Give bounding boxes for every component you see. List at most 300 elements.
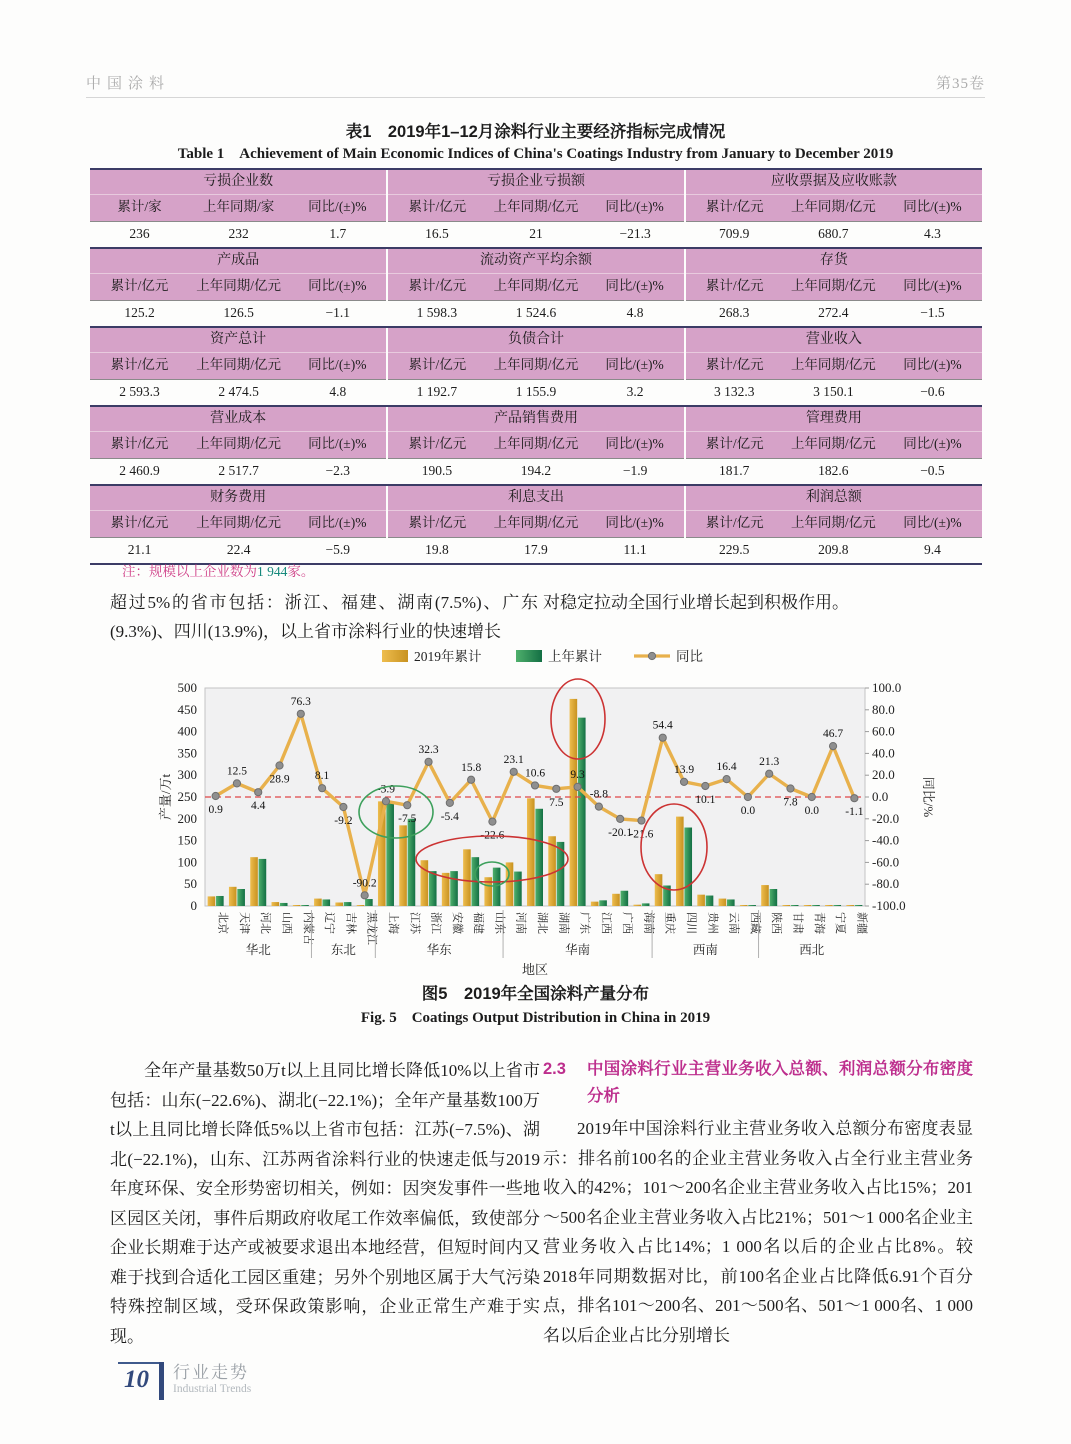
- bar-prev-year: [493, 868, 501, 906]
- yoy-marker: [531, 782, 538, 789]
- yoy-data-label: -90.2: [352, 877, 377, 890]
- section-heading: [543, 1056, 973, 1110]
- x-category-label: 四川: [685, 912, 698, 934]
- bar-prev-year: [642, 903, 650, 906]
- yoy-marker: [680, 778, 687, 785]
- table-unit-header: 累计/亿元: [90, 431, 189, 458]
- table-unit-header: 同比/(±)%: [883, 273, 982, 300]
- table-unit-header: 累计/亿元: [685, 273, 784, 300]
- bottom-paragraph-right: 2019年中国涂料行业主营业务收入总额分布密度表显示：排名前100名的企业主营业务收入占全行业主营业务收入的42%；101～200名企业主营业务收入占比15%；201～500名企业主营业务收入占比21%；501～1 000名企业主营业务收入占比14%；1 000名以后的企业占比8%。较2018年同期数据对比，前100名企业占比降低6.91个百分点，排名101～200名、201～500名、501～1 000名、1 000名以后企业占比分别增长: [543, 1119, 973, 1345]
- table-unit-header: 累计/亿元: [387, 194, 486, 221]
- yoy-data-label: 21.3: [759, 755, 780, 768]
- region-label: 西北: [799, 943, 825, 957]
- bar-prev-year: [301, 905, 309, 906]
- table-unit-header: 累计/亿元: [685, 510, 784, 537]
- table-cell-value: −5.9: [288, 537, 387, 564]
- x-category-label: 湖南: [557, 912, 570, 934]
- yoy-marker: [318, 785, 325, 792]
- table-cell-value: 21: [486, 221, 585, 248]
- yoy-marker: [851, 795, 858, 802]
- table-cell-value: 272.4: [784, 300, 883, 327]
- yoy-data-label: 9.3: [570, 768, 585, 781]
- yoy-data-label: -9.2: [334, 815, 353, 828]
- left-axis-title: 产量/万t: [158, 773, 173, 821]
- table-cell-value: −2.3: [288, 458, 387, 485]
- table-unit-header: 上年同期/亿元: [486, 352, 585, 379]
- table-unit-header: 同比/(±)%: [288, 510, 387, 537]
- table-cell-value: 4.3: [883, 221, 982, 248]
- left-axis-tick: 150: [177, 832, 197, 848]
- figure-caption-cn: 图5 2019年全国涂料产量分布: [421, 985, 650, 1003]
- table-unit-header: 上年同期/亿元: [486, 273, 585, 300]
- x-category-label: 江苏: [408, 912, 421, 934]
- table-unit-header: 累计/亿元: [685, 431, 784, 458]
- right-axis-tick: -100.0: [872, 898, 906, 913]
- bar-prev-year: [833, 905, 841, 906]
- yoy-marker: [382, 798, 389, 805]
- yoy-data-label: 28.9: [269, 773, 290, 786]
- bar-prev-year: [748, 905, 756, 906]
- yoy-marker: [829, 742, 836, 749]
- chart-legend: [382, 648, 704, 664]
- table-group-name: 资产总计: [90, 327, 387, 352]
- yoy-marker: [510, 768, 517, 775]
- bottom-column-right: [543, 1056, 973, 1350]
- bar-2019: [633, 905, 641, 906]
- bar-prev-year: [706, 896, 714, 906]
- yoy-data-label: 46.7: [823, 728, 844, 741]
- table-cell-value: 21.1: [90, 537, 189, 564]
- x-category-label: 内蒙古: [301, 912, 314, 945]
- left-axis-tick: 50: [184, 876, 197, 892]
- page-footer: [118, 1362, 438, 1412]
- table-title-cn: 表1 2019年1–12月涂料行业主要经济指标完成情况: [345, 123, 726, 141]
- table-unit-header: 同比/(±)%: [883, 352, 982, 379]
- yoy-data-label: -8.8: [589, 788, 608, 801]
- table-group-name: 财务费用: [90, 485, 387, 510]
- yoy-marker: [808, 793, 815, 800]
- figure5-chart: [86, 642, 985, 976]
- table-cell-value: 2 593.3: [90, 379, 189, 406]
- footer-label-cn: 行业走势: [173, 1363, 249, 1382]
- right-axis-tick: -20.0: [872, 810, 900, 826]
- x-category-label: 陕西: [770, 912, 783, 934]
- x-category-label: 山东: [493, 912, 506, 934]
- bar-prev-year: [770, 889, 778, 906]
- bar-2019: [208, 896, 216, 906]
- yoy-data-label: 23.1: [503, 753, 524, 766]
- table-cell-value: 17.9: [486, 537, 585, 564]
- economic-indicators-table: [90, 168, 982, 565]
- bar-2019: [846, 905, 854, 906]
- bar-prev-year: [216, 896, 224, 906]
- x-category-label: 上海: [386, 912, 399, 934]
- table-unit-header: 同比/(±)%: [288, 431, 387, 458]
- right-axis-tick: -40.0: [872, 832, 900, 848]
- x-category-label: 湖北: [536, 912, 548, 934]
- bar-prev-year: [855, 905, 863, 906]
- table-note-suffix: 家。: [287, 564, 315, 579]
- bar-2019: [463, 849, 471, 906]
- table-group-name: 营业收入: [685, 327, 982, 352]
- legend-prev-year: 上年累计: [548, 649, 602, 664]
- yoy-data-label: -20.1: [608, 826, 633, 839]
- table-unit-header: 同比/(±)%: [586, 194, 685, 221]
- table-cell-value: 22.4: [189, 537, 288, 564]
- x-category-label: 浙江: [429, 912, 442, 934]
- table-cell-value: 4.8: [288, 379, 387, 406]
- bar-2019: [293, 905, 301, 906]
- bottom-paragraph-left: 全年产量基数50万t以上且同比增长降低10%以上省市包括：山东(−22.6%)、湖北(−22.1%)；全年产量基数100万t以上且同比增长降低5%以上省市包括：江苏(−7.5%)、湖北(−22.1%)，山东、江苏两省涂料行业的快速走低与2019年度环保、安全形势密切相关，例如：因突发事件一些地区园区关闭，事件后期政府收尾工作效率偏低，致使部分企业长期难于达产或被要求退出本地经营，但短时间内又难于找到合适化工园区重建；另外个别地区属于大气污染特殊控制区域，受环保政策影响，企业正常生产难于实现。: [110, 1061, 540, 1346]
- yoy-data-label: 8.1: [314, 770, 330, 783]
- bar-2019: [719, 899, 727, 906]
- table-unit-header: 上年同期/亿元: [189, 352, 288, 379]
- bar-2019: [782, 905, 790, 906]
- yoy-marker: [595, 803, 602, 810]
- bar-prev-year: [259, 859, 267, 906]
- yoy-data-label: 4.4: [251, 800, 266, 813]
- table-cell-value: 194.2: [486, 458, 585, 485]
- yoy-marker: [787, 785, 794, 792]
- x-category-label: 河北: [259, 912, 272, 934]
- table-unit-header: 上年同期/亿元: [189, 273, 288, 300]
- yoy-data-label: 76.3: [290, 695, 311, 708]
- table-unit-header: 同比/(±)%: [883, 510, 982, 537]
- table-unit-header: 累计/亿元: [685, 352, 784, 379]
- table-group-name: 产品销售费用: [387, 406, 684, 431]
- right-axis-tick: 100.0: [872, 680, 902, 695]
- bar-prev-year: [408, 819, 416, 906]
- table-cell-value: 16.5: [387, 221, 486, 248]
- x-category-label: 海南: [642, 912, 655, 934]
- x-category-label: 青海: [812, 912, 825, 934]
- yoy-data-label: -5.4: [440, 810, 459, 823]
- region-label: 华北: [245, 943, 271, 957]
- table-group-name: 利润总额: [685, 485, 982, 510]
- x-category-label: 福建: [472, 912, 485, 934]
- table-unit-header-row: [90, 510, 982, 537]
- table-cell-value: 268.3: [685, 300, 784, 327]
- yoy-marker: [404, 802, 411, 809]
- table-cell-value: 190.5: [387, 458, 486, 485]
- yoy-data-label: 13.9: [673, 763, 695, 776]
- table-unit-header-row: [90, 273, 982, 300]
- table-unit-header: 上年同期/家: [189, 194, 288, 221]
- table-unit-header: 上年同期/亿元: [486, 510, 585, 537]
- yoy-marker: [468, 776, 475, 783]
- table-unit-header: 同比/(±)%: [288, 352, 387, 379]
- section-number: 2.3: [543, 1060, 566, 1078]
- bar-prev-year: [386, 803, 394, 906]
- bar-2019: [272, 902, 280, 906]
- table-group-name: 产成品: [90, 248, 387, 273]
- yoy-marker: [659, 734, 666, 741]
- region-label: 西南: [692, 943, 718, 957]
- left-axis-tick: 500: [177, 680, 197, 695]
- bar-2019: [335, 903, 343, 906]
- table-group-header-row: [90, 327, 982, 352]
- bar-2019: [676, 817, 684, 906]
- table-unit-header-row: [90, 431, 982, 458]
- x-category-label: 宁夏: [834, 912, 847, 934]
- x-category-label: 黑龙江: [365, 912, 378, 945]
- table-unit-header: 上年同期/亿元: [784, 273, 883, 300]
- bar-2019: [761, 885, 769, 906]
- table-unit-header: 累计/亿元: [90, 510, 189, 537]
- left-axis-tick: 0: [190, 898, 197, 913]
- bar-prev-year: [727, 899, 735, 906]
- bar-2019: [570, 699, 578, 906]
- bar-2019: [527, 798, 535, 906]
- bar-prev-year: [578, 718, 586, 906]
- table-group-name: 营业成本: [90, 406, 387, 431]
- yoy-marker: [255, 789, 262, 796]
- bar-2019: [250, 857, 258, 906]
- yoy-data-label: 10.6: [524, 767, 546, 780]
- yoy-marker: [446, 799, 453, 806]
- table-cell-value: 2 460.9: [90, 458, 189, 485]
- bar-prev-year: [812, 905, 820, 906]
- table-group-header-row: [90, 485, 982, 510]
- bar-prev-year: [621, 891, 629, 906]
- yoy-data-label: 15.8: [461, 761, 482, 774]
- bar-prev-year: [365, 899, 373, 906]
- bar-2019: [357, 905, 365, 906]
- coatings-output-chart: [86, 642, 985, 976]
- table-cell-value: −0.6: [883, 379, 982, 406]
- table-group-name: 管理费用: [685, 406, 982, 431]
- table-unit-header: 上年同期/亿元: [784, 510, 883, 537]
- table-unit-header: 同比/(±)%: [883, 194, 982, 221]
- right-axis-tick: 0.0: [872, 789, 889, 804]
- table-cell-value: −1.5: [883, 300, 982, 327]
- table-cell-value: 3 132.3: [685, 379, 784, 406]
- mid-paragraph-left: 超过5%的省市包括：浙江、福建、湖南(7.5%)、广东(9.3%)、四川(13.9%)，以上省市涂料行业的快速增长: [110, 593, 538, 641]
- table-unit-header: 累计/亿元: [387, 510, 486, 537]
- table-note-number: 1 944: [257, 564, 288, 579]
- figure-caption-en: Fig. 5 Coatings Output Distribution in China in 2019: [360, 1010, 711, 1026]
- x-category-label: 西藏: [748, 912, 761, 934]
- region-label: 华东: [426, 943, 452, 957]
- table-unit-header-row: [90, 352, 982, 379]
- table-cell-value: 126.5: [189, 300, 288, 327]
- left-axis-tick: 300: [177, 767, 197, 783]
- table-unit-header: 累计/家: [90, 194, 189, 221]
- yoy-marker: [744, 793, 751, 800]
- table-cell-value: 2 474.5: [189, 379, 288, 406]
- table-unit-header: 累计/亿元: [90, 352, 189, 379]
- table-value-row: [90, 300, 982, 327]
- yoy-data-label: 32.3: [418, 743, 439, 756]
- table-unit-header: 累计/亿元: [387, 431, 486, 458]
- table-note: [122, 560, 314, 580]
- table-unit-header: 上年同期/亿元: [189, 431, 288, 458]
- yoy-data-label: -21.6: [629, 828, 654, 841]
- table-cell-value: 2 517.7: [189, 458, 288, 485]
- table-unit-header: 上年同期/亿元: [784, 431, 883, 458]
- x-category-label: 辽宁: [323, 912, 336, 934]
- table-unit-header: 累计/亿元: [387, 273, 486, 300]
- bar-prev-year: [322, 899, 330, 906]
- table-cell-value: 1 155.9: [486, 379, 585, 406]
- yoy-marker: [233, 780, 240, 787]
- table-group-header-row: [90, 248, 982, 273]
- yoy-marker: [766, 770, 773, 777]
- yoy-marker: [723, 776, 730, 783]
- journal-name: 中国涂料: [86, 76, 171, 92]
- table-cell-value: −0.5: [883, 458, 982, 485]
- table-cell-value: 209.8: [784, 537, 883, 564]
- yoy-marker: [638, 817, 645, 824]
- table-unit-header: 同比/(±)%: [586, 273, 685, 300]
- yoy-data-label: 54.4: [652, 719, 673, 732]
- x-category-label: 天津: [237, 912, 250, 934]
- x-category-label: 云南: [727, 912, 740, 934]
- right-axis-tick: 60.0: [872, 723, 895, 739]
- yoy-marker: [297, 710, 304, 717]
- table-note-prefix: 注：规模以上企业数为: [122, 564, 257, 579]
- footer-divider: [159, 1362, 164, 1400]
- table-group-header-row: [90, 169, 982, 194]
- table-unit-header: 同比/(±)%: [586, 431, 685, 458]
- x-category-label: 安徽: [450, 912, 463, 934]
- header-rule: [86, 97, 985, 98]
- yoy-data-label: 12.5: [226, 765, 247, 778]
- table-group-header-row: [90, 406, 982, 431]
- table-unit-header: 同比/(±)%: [586, 510, 685, 537]
- left-axis-tick: 450: [177, 701, 197, 717]
- table-cell-value: −21.3: [586, 221, 685, 248]
- x-category-label: 河南: [514, 912, 527, 934]
- right-axis-tick: -80.0: [872, 876, 900, 892]
- table-unit-header-row: [90, 194, 982, 221]
- bar-2019: [804, 905, 812, 906]
- table-cell-value: −1.1: [288, 300, 387, 327]
- table-cell-value: 1 524.6: [486, 300, 585, 327]
- bar-2019: [314, 899, 322, 906]
- footer-label-en: Industrial Trends: [173, 1383, 252, 1395]
- right-axis-title: 同比/%: [921, 776, 936, 818]
- table-unit-header: 上年同期/亿元: [486, 431, 585, 458]
- bar-2019: [655, 874, 663, 906]
- x-category-label: 广西: [621, 912, 634, 934]
- yoy-marker: [702, 782, 709, 789]
- left-axis-tick: 200: [177, 810, 197, 826]
- bar-prev-year: [599, 900, 607, 906]
- table-unit-header: 同比/(±)%: [288, 273, 387, 300]
- table-cell-value: 1.7: [288, 221, 387, 248]
- table-cell-value: 680.7: [784, 221, 883, 248]
- x-category-label: 贵州: [706, 912, 719, 934]
- right-axis-tick: -60.0: [872, 854, 900, 870]
- x-axis-title: 地区: [521, 962, 549, 976]
- table-cell-value: 125.2: [90, 300, 189, 327]
- yoy-marker: [276, 762, 283, 769]
- table-unit-header: 上年同期/亿元: [189, 510, 288, 537]
- page-number: 10: [124, 1366, 149, 1393]
- bar-prev-year: [344, 902, 352, 906]
- table-cell-value: 19.8: [387, 537, 486, 564]
- yoy-marker: [617, 815, 624, 822]
- yoy-data-label: -7.5: [398, 813, 417, 826]
- left-axis-tick: 400: [177, 723, 197, 739]
- table-cell-value: 181.7: [685, 458, 784, 485]
- yoy-data-label: 16.4: [716, 761, 737, 774]
- bar-2019: [229, 887, 237, 906]
- table-cell-value: 3.2: [586, 379, 685, 406]
- x-category-label: 广东: [578, 912, 591, 934]
- yoy-data-label: 7.8: [783, 796, 798, 809]
- yoy-marker: [340, 803, 347, 810]
- bar-prev-year: [450, 871, 458, 906]
- table-unit-header: 累计/亿元: [387, 352, 486, 379]
- yoy-marker: [489, 818, 496, 825]
- x-category-label: 江西: [599, 912, 612, 934]
- yoy-marker: [553, 785, 560, 792]
- x-category-label: 吉林: [344, 912, 357, 934]
- table-cell-value: 3 150.1: [784, 379, 883, 406]
- x-category-label: 北京: [216, 912, 229, 934]
- yoy-marker: [425, 758, 432, 765]
- yoy-marker: [212, 792, 219, 799]
- table-group-name: 亏损企业亏损额: [387, 169, 684, 194]
- table-unit-header: 同比/(±)%: [288, 194, 387, 221]
- bar-prev-year: [429, 871, 437, 906]
- yoy-data-label: 0.9: [208, 804, 223, 817]
- table-title-en: Table 1 Achievement of Main Economic Indices of China's Coatings Industry from January to December 2019: [177, 146, 894, 162]
- bar-prev-year: [791, 905, 799, 906]
- left-axis-tick: 100: [177, 854, 197, 870]
- yoy-marker: [361, 892, 368, 899]
- yoy-data-label: -22.6: [480, 829, 505, 842]
- table-unit-header: 上年同期/亿元: [784, 194, 883, 221]
- bar-prev-year: [514, 872, 522, 906]
- table-cell-value: 232: [189, 221, 288, 248]
- table-group-name: 利息支出: [387, 485, 684, 510]
- table-cell-value: 1 598.3: [387, 300, 486, 327]
- table-unit-header: 上年同期/亿元: [784, 352, 883, 379]
- mid-paragraph-right: 对稳定拉动全国行业增长起到积极作用。: [543, 593, 849, 612]
- table-unit-header: 同比/(±)%: [883, 431, 982, 458]
- table-cell-value: 182.6: [784, 458, 883, 485]
- table-cell-value: 229.5: [685, 537, 784, 564]
- bar-2019: [612, 894, 620, 906]
- table-cell-value: 236: [90, 221, 189, 248]
- table-cell-value: 9.4: [883, 537, 982, 564]
- table-unit-header: 同比/(±)%: [586, 352, 685, 379]
- yoy-data-label: 0.0: [740, 805, 756, 817]
- table-group-name: 亏损企业数: [90, 169, 387, 194]
- right-axis-tick: 20.0: [872, 767, 895, 783]
- table-group-name: 负债合计: [387, 327, 684, 352]
- bar-prev-year: [237, 889, 245, 906]
- right-axis-tick: 40.0: [872, 745, 895, 761]
- table-value-row: [90, 379, 982, 406]
- table-cell-value: 4.8: [586, 300, 685, 327]
- left-axis-tick: 250: [177, 789, 197, 804]
- table-unit-header: 累计/亿元: [685, 194, 784, 221]
- table-unit-header: 上年同期/亿元: [486, 194, 585, 221]
- table-group-name: 应收票据及应收账款: [685, 169, 982, 194]
- region-label: 东北: [330, 943, 356, 957]
- left-axis-tick: 350: [177, 745, 197, 761]
- right-axis-tick: 80.0: [872, 701, 895, 717]
- bar-prev-year: [280, 903, 288, 906]
- table-group-name: 流动资产平均余额: [387, 248, 684, 273]
- legend-2019: 2019年累计: [414, 649, 482, 664]
- bar-2019: [697, 895, 705, 906]
- x-category-label: 甘肃: [791, 912, 804, 934]
